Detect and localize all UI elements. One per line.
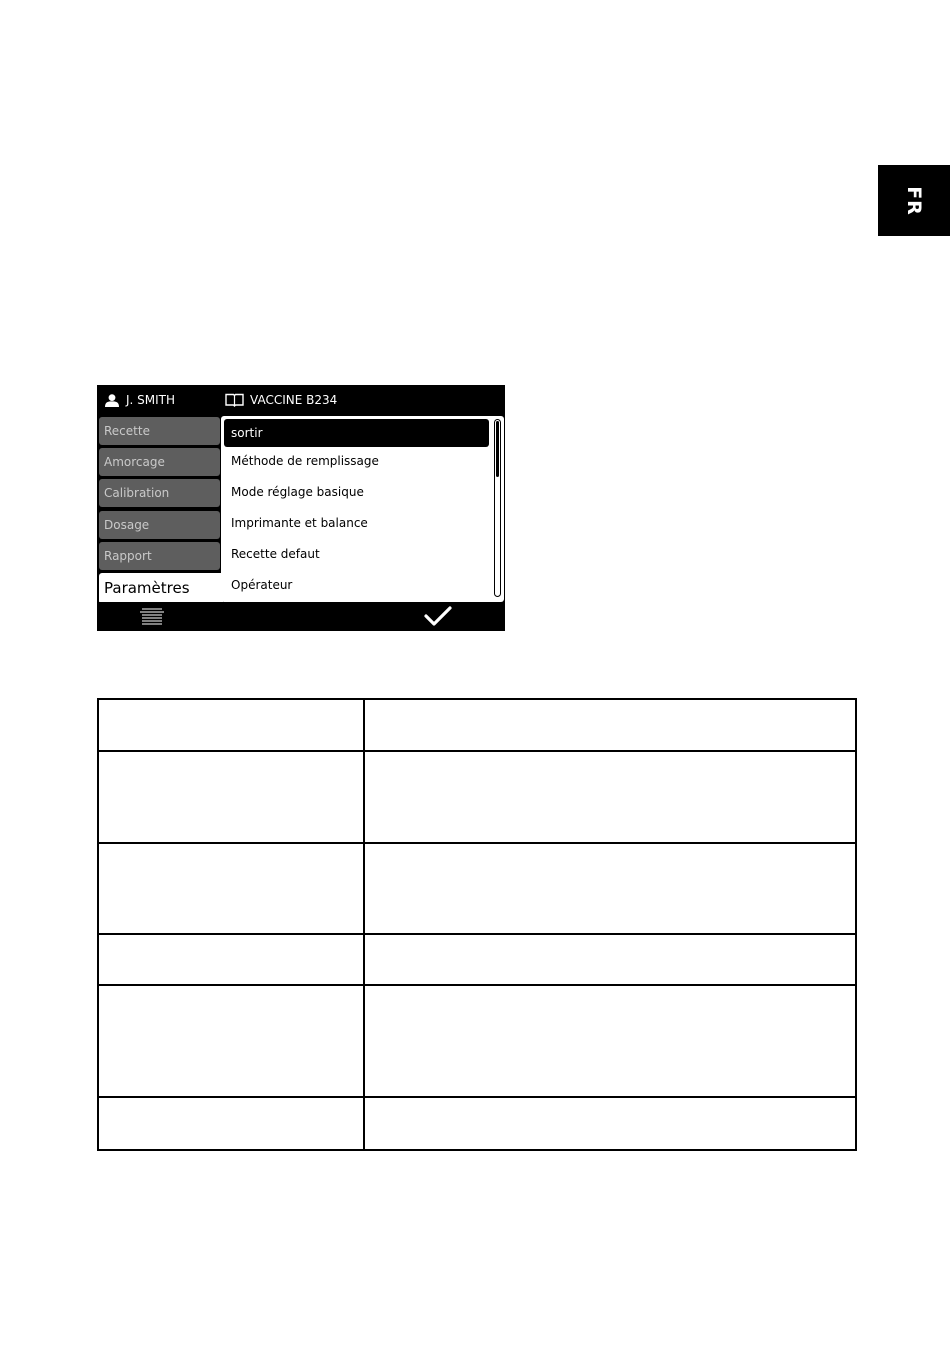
menu-item-parametres[interactable]: Paramètres [99, 573, 223, 604]
menu-button[interactable] [139, 607, 165, 627]
current-user [105, 393, 175, 407]
table-cell [98, 934, 364, 985]
table-cell [98, 751, 364, 843]
table-cell [98, 699, 364, 751]
menu-item-dosage[interactable]: Dosage [99, 511, 220, 539]
status-header [97, 385, 505, 416]
language-label: FR [902, 185, 925, 216]
menu-item-calibration[interactable]: Calibration [99, 479, 220, 507]
menu-item-rapport[interactable]: Rapport [99, 542, 220, 570]
table-row [98, 934, 856, 985]
confirm-button[interactable] [423, 605, 453, 627]
list-item-fill-method[interactable]: Méthode de remplissage [231, 454, 379, 468]
description-table [97, 698, 857, 1151]
scrollbar-thumb[interactable] [496, 421, 499, 477]
table-cell [98, 843, 364, 934]
table-cell [364, 1097, 856, 1150]
list-item-default-recipe[interactable]: Recette defaut [231, 547, 320, 561]
table-cell [364, 843, 856, 934]
current-recipe [225, 393, 337, 407]
table-row [98, 843, 856, 934]
footer-bar [97, 602, 505, 631]
device-screen [97, 385, 505, 631]
table-row [98, 751, 856, 843]
settings-list [221, 416, 504, 602]
table-cell [98, 985, 364, 1097]
user-icon [105, 394, 119, 407]
table-cell [364, 985, 856, 1097]
table-row [98, 985, 856, 1097]
table-row [98, 699, 856, 751]
checkmark-icon [423, 605, 453, 627]
menu-icon [139, 607, 165, 627]
table-cell [98, 1097, 364, 1150]
table-row [98, 1097, 856, 1150]
language-tab [878, 165, 950, 236]
book-icon [225, 393, 244, 407]
list-item-sortir[interactable]: sortir [224, 419, 489, 447]
table-cell [364, 934, 856, 985]
list-item-basic-mode[interactable]: Mode réglage basique [231, 485, 364, 499]
recipe-name: VACCINE B234 [250, 393, 338, 407]
list-scrollbar[interactable] [494, 419, 501, 597]
list-item-operator[interactable]: Opérateur [231, 578, 293, 592]
menu-item-amorcage[interactable]: Amorcage [99, 448, 220, 476]
table-cell [364, 699, 856, 751]
list-item-printer-scale[interactable]: Imprimante et balance [231, 516, 368, 530]
user-name: J. SMITH [126, 393, 176, 407]
table-cell [364, 751, 856, 843]
menu-item-recette[interactable]: Recette [99, 417, 220, 445]
